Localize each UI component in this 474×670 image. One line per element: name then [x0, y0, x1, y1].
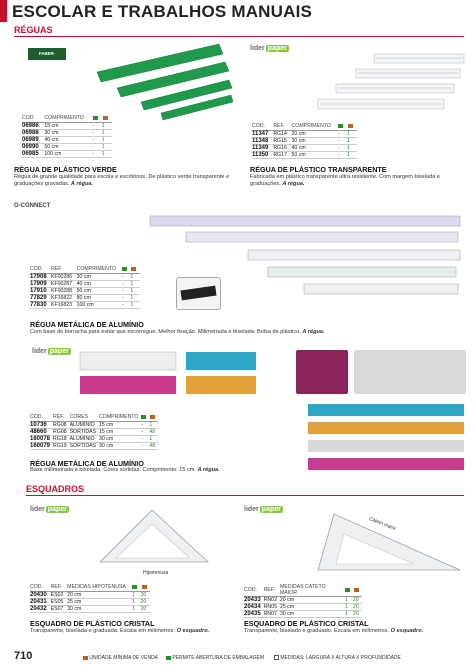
- box-icon: [348, 124, 353, 128]
- page-number: 710: [14, 650, 33, 662]
- box-icon: [142, 585, 147, 589]
- colored-rulers-image: [306, 402, 466, 472]
- product-title: RÉGUA METÁLICA DE ALUMÍNIO: [30, 320, 144, 329]
- green-box-icon: [122, 267, 127, 271]
- ruler-photo-magenta: [296, 350, 348, 394]
- table-row: 20434 RN05 25 cm 1 20: [244, 604, 362, 611]
- oconnect-logo: O-CONNECT: [14, 203, 51, 209]
- measure-label: Hipotenusa: [143, 570, 169, 576]
- table-row: 06989 40 cm - 1: [22, 136, 112, 143]
- table-row: 48660 RG08 SORTIDAS 15 cm - 48: [30, 428, 158, 435]
- dimensions-icon: [274, 655, 279, 660]
- green-box-icon: [132, 585, 137, 589]
- table-row: 20435 RN07 30 cm 1 20: [244, 611, 362, 618]
- liderpapel-logo: lider paper: [250, 45, 287, 52]
- table-row: 17910 KF00288 50 cm - 1: [30, 287, 140, 294]
- table-row: 06990 50 cm - 1: [22, 143, 112, 150]
- green-box-icon: [93, 116, 98, 120]
- legend-medidas: MEDIDAS: LARGURA X ALTURA X PROFUNDIDADE: [274, 655, 401, 661]
- table-regua-transparente: COD. REF. COMPRIMENTO 11347 RG14 20 cm - 1 11348 RG15 30 cm - 1 11349 RG16 40 cm - 1 11350 RG17 50 cm - 1: [252, 123, 357, 159]
- product-title: RÉGUA METÁLICA DE ALUMÍNIO: [30, 459, 144, 468]
- table-row: 11350 RG17 50 cm - 1: [252, 151, 357, 158]
- liderpapel-logo: lider paper: [244, 506, 281, 513]
- esquadro-hipotenusa-image: [96, 506, 212, 568]
- product-title: RÉGUA DE PLÁSTICO TRANSPARENTE: [250, 165, 387, 174]
- table-row: 06985 100 cm - 1: [22, 150, 112, 157]
- header-accent-bar: [0, 0, 7, 22]
- table-row: 77829 KF16822 80 cm - 1: [30, 294, 140, 301]
- box-icon: [83, 656, 88, 660]
- ruler-detail-photo: [176, 277, 221, 310]
- table-row: 11347 RG14 20 cm - 1: [252, 130, 357, 137]
- green-rulers-image: [95, 42, 235, 122]
- table-row: 06986 15 cm - 1: [22, 122, 112, 129]
- green-box-icon: [166, 656, 171, 660]
- product-description: Fabricada em plástico transparente ultra resistente. Com margem biselada e graduações. A régua.: [250, 174, 440, 187]
- table-row: 17909 KF00287 40 cm - 1: [30, 280, 140, 287]
- product-title: ESQUADRO DE PLÁSTICO CRISTAL: [244, 619, 369, 628]
- table-row: 160079 RG19 SORTIDAS 30 cm - 48: [30, 442, 158, 449]
- box-icon: [354, 588, 359, 592]
- box-icon: [131, 267, 136, 271]
- esquadro-cateto-image: [314, 510, 464, 576]
- green-box-icon: [141, 415, 146, 419]
- section-divider: [14, 36, 464, 37]
- table-row: 20432 ES07 30 cm 1 20: [30, 605, 150, 612]
- legend-unidade: UNIDADE MÍNIMA DE VENDA: [82, 655, 158, 661]
- page-title: ESCOLAR E TRABALHOS MANUAIS: [12, 2, 313, 21]
- table-row: 77830 KF16823 100 cm - 1: [30, 301, 140, 308]
- section-title-reguas: RÉGUAS: [14, 25, 53, 35]
- table-regua-verde: COD. COMPRIMENTO 06986 15 cm - 1 06988 30 cm - 1 06989 40 cm - 1 06990 50 cm - 1 06985 100 cm - 1: [22, 115, 112, 158]
- table-row: 20430 ES02 20 cm 1 20: [30, 591, 150, 598]
- product-description: Transparente, biselado e graduado. Escala em milímetros. O esquadro.: [244, 628, 424, 634]
- product-description: Base milimetrada e biselada. Cores sortidas. Comprimento: 15 cm. A régua.: [30, 467, 220, 473]
- box-icon: [150, 415, 155, 419]
- table-esquadro: COD. REF. MEDIDAS HIPOTENUSA 20430 ES02 20 cm 1 20 20431 ES05 25 cm 1 20 20432 ES07 30 cm 1 20: [30, 584, 150, 613]
- liderpapel-logo: lider paper: [30, 506, 67, 513]
- product-description: Régua de grande qualidade para escola e escritórios. De plástico verde transparente e graduações gravadas. A régua.: [14, 174, 230, 187]
- product-title: RÉGUA DE PLÁSTICO VERDE: [14, 165, 117, 174]
- table-regua-metalica: COD. REF. COMPRIMENTO 17908 KF00286 30 cm - 1 17909 KF00287 40 cm - 1 17910 KF00288 50 cm - 1 77829 KF16822 80 cm - 1 77830 KF16823 100 cm - 1: [30, 266, 140, 309]
- table-row: 20431 ES05 25 cm 1 20: [30, 598, 150, 605]
- green-box-icon: [345, 588, 350, 592]
- legend-abertura: PERMITE ABERTURA DE EMBALAGEM: [166, 655, 264, 661]
- transparent-rulers-image: [316, 52, 468, 114]
- product-title: ESQUADRO DE PLÁSTICO CRISTAL: [30, 619, 155, 628]
- table-row: 17908 KF00286 30 cm - 1: [30, 273, 140, 280]
- metal-rulers-colored-image: [78, 350, 258, 396]
- green-box-icon: [338, 124, 343, 128]
- table-row: 160078 RG18 ALUMÍNIO 30 cm - 1: [30, 435, 158, 442]
- section-title-esquadros: ESQUADROS: [26, 484, 85, 494]
- product-description: Com base de borracha para evitar que escorregue. Melhor fixação. Milimetrada e biselada. Bolsa de plástico. A régua.: [30, 329, 325, 335]
- table-regua-metalica-cores: COD. REF. CORES COMPRIMENTO 10736 RG08 ALUMÍNIO 15 cm - 1 48660 RG08 SORTIDAS 15 cm - 48 160078 RG18 ALUMÍNIO 30 cm - 1 160079 RG19 SORTIDAS 30 cm - 48: [30, 414, 158, 450]
- table-row: 06988 30 cm - 1: [22, 129, 112, 136]
- section-divider: [26, 495, 464, 496]
- measure-label: Cateto maior: [367, 515, 397, 533]
- faber-castell-logo: FABER-CASTELL: [28, 48, 66, 60]
- box-icon: [103, 116, 108, 120]
- ruler-photo-silver: [354, 350, 466, 394]
- liderpapel-logo: lider paper: [32, 348, 69, 355]
- table-row: 11349 RG16 40 cm - 1: [252, 144, 357, 151]
- table-row: 10736 RG08 ALUMÍNIO 15 cm - 1: [30, 421, 158, 428]
- product-description: Transparente, biselada e graduada. Escala em milímetros. O esquadro.: [30, 628, 210, 634]
- table-row: 20433 RN02 20 cm 1 20: [244, 597, 362, 604]
- table-row: 11348 RG15 30 cm - 1: [252, 137, 357, 144]
- table-esquadro-cateto: COD. REF. MEDIDAS CATETO MAIOR 20433 RN02 20 cm 1 20 20434 RN05 25 cm 1 20 20435 RN07 30 cm 1 20: [244, 584, 362, 618]
